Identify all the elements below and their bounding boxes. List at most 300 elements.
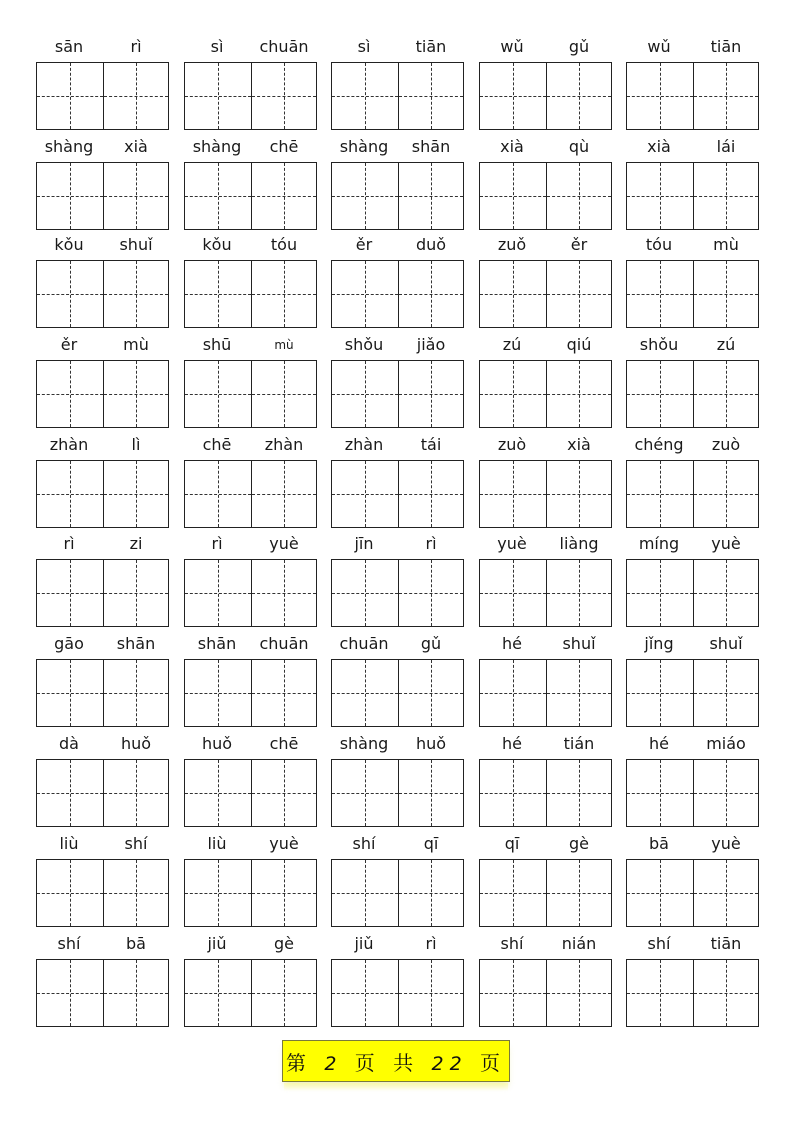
vertical-guide-line <box>70 461 71 527</box>
vertical-guide-line <box>660 461 661 527</box>
writing-cell[interactable] <box>480 760 546 826</box>
writing-cell[interactable] <box>37 261 103 327</box>
writing-cell[interactable] <box>546 163 612 229</box>
pinyin-label: shàng <box>44 137 94 156</box>
vertical-guide-line <box>431 163 432 229</box>
vertical-guide-line <box>218 560 219 626</box>
vertical-guide-line <box>284 960 285 1026</box>
writing-cell[interactable] <box>332 163 398 229</box>
tianzige-box-pair <box>36 260 169 328</box>
writing-cell[interactable] <box>480 361 546 427</box>
writing-cell[interactable] <box>627 461 693 527</box>
pinyin-label: lì <box>131 435 141 454</box>
vertical-guide-line <box>513 960 514 1026</box>
tianzige-box-pair <box>626 62 759 130</box>
pinyin-label: shū <box>202 335 232 354</box>
vertical-guide-line <box>70 760 71 826</box>
current-page-number: 2 <box>324 1052 343 1075</box>
writing-cell[interactable] <box>332 860 398 926</box>
vertical-guide-line <box>218 860 219 926</box>
word-group <box>626 833 759 923</box>
pinyin-label: chē <box>202 435 232 454</box>
word-group <box>36 833 169 923</box>
tianzige-box-pair <box>626 260 759 328</box>
vertical-guide-line <box>660 361 661 427</box>
pinyin-label: hé <box>649 734 669 753</box>
word-group <box>331 933 464 1023</box>
word-group <box>36 533 169 623</box>
word-group <box>626 933 759 1023</box>
writing-cell[interactable] <box>480 660 546 726</box>
vertical-guide-line <box>136 163 137 229</box>
pinyin-pair <box>184 833 317 855</box>
tianzige-box-pair <box>184 559 317 627</box>
pinyin-pair <box>184 533 317 555</box>
word-group <box>479 833 612 923</box>
pinyin-label: chuān <box>339 634 389 653</box>
vertical-guide-line <box>660 660 661 726</box>
word-group <box>36 36 169 126</box>
worksheet-row <box>0 833 793 933</box>
writing-cell[interactable] <box>251 361 317 427</box>
worksheet-row <box>0 434 793 534</box>
tianzige-box-pair <box>626 360 759 428</box>
pinyin-label: liù <box>207 834 227 853</box>
pinyin-pair <box>479 36 612 58</box>
vertical-guide-line <box>579 760 580 826</box>
vertical-guide-line <box>136 63 137 129</box>
word-group <box>331 833 464 923</box>
pinyin-pair <box>184 733 317 755</box>
writing-cell[interactable] <box>332 361 398 427</box>
writing-cell[interactable] <box>251 560 317 626</box>
writing-cell[interactable] <box>398 760 464 826</box>
pinyin-label: chē <box>269 137 299 156</box>
tianzige-box-pair <box>184 759 317 827</box>
writing-cell[interactable] <box>332 261 398 327</box>
writing-cell[interactable] <box>693 261 759 327</box>
word-group <box>626 633 759 723</box>
writing-cell[interactable] <box>103 163 169 229</box>
writing-cell[interactable] <box>546 261 612 327</box>
pinyin-label: wǔ <box>500 37 524 56</box>
banner-reflection <box>284 1083 508 1091</box>
word-group <box>184 933 317 1023</box>
writing-cell[interactable] <box>332 560 398 626</box>
pinyin-pair <box>626 136 759 158</box>
vertical-guide-line <box>726 261 727 327</box>
word-group <box>479 533 612 623</box>
writing-cell[interactable] <box>627 361 693 427</box>
pinyin-label: shuǐ <box>119 235 153 254</box>
writing-cell[interactable] <box>332 760 398 826</box>
writing-cell[interactable] <box>37 461 103 527</box>
tianzige-box-pair <box>331 659 464 727</box>
vertical-guide-line <box>513 760 514 826</box>
vertical-guide-line <box>218 261 219 327</box>
writing-cell[interactable] <box>185 361 251 427</box>
tianzige-box-pair <box>36 460 169 528</box>
tianzige-box-pair <box>36 859 169 927</box>
tianzige-box-pair <box>626 659 759 727</box>
writing-cell[interactable] <box>398 461 464 527</box>
writing-cell[interactable] <box>627 163 693 229</box>
tianzige-box-pair <box>479 659 612 727</box>
writing-cell[interactable] <box>332 660 398 726</box>
pinyin-label: yuè <box>497 534 527 553</box>
page-word: 页 <box>354 1050 381 1075</box>
writing-cell[interactable] <box>398 261 464 327</box>
writing-cell[interactable] <box>185 660 251 726</box>
pinyin-label: jiǎo <box>416 335 446 354</box>
pinyin-label: tián <box>563 734 595 753</box>
writing-cell[interactable] <box>693 860 759 926</box>
pinyin-pair <box>36 434 169 456</box>
writing-cell[interactable] <box>185 560 251 626</box>
word-group <box>184 833 317 923</box>
pinyin-pair <box>479 434 612 456</box>
vertical-guide-line <box>431 760 432 826</box>
pinyin-label: zú <box>716 335 736 354</box>
word-group <box>184 136 317 226</box>
writing-cell[interactable] <box>627 860 693 926</box>
pinyin-pair <box>626 633 759 655</box>
writing-cell[interactable] <box>37 63 103 129</box>
pinyin-label: nián <box>561 934 597 953</box>
word-group <box>626 36 759 126</box>
vertical-guide-line <box>365 560 366 626</box>
vertical-guide-line <box>726 760 727 826</box>
writing-cell[interactable] <box>546 760 612 826</box>
tianzige-box-pair <box>331 460 464 528</box>
tianzige-box-pair <box>184 162 317 230</box>
writing-cell[interactable] <box>103 461 169 527</box>
writing-cell[interactable] <box>185 860 251 926</box>
word-group <box>479 733 612 823</box>
pinyin-label: huǒ <box>120 734 152 753</box>
writing-cell[interactable] <box>546 660 612 726</box>
tianzige-box-pair <box>36 659 169 727</box>
pinyin-pair <box>479 933 612 955</box>
pinyin-pair <box>626 833 759 855</box>
vertical-guide-line <box>136 860 137 926</box>
writing-cell[interactable] <box>480 860 546 926</box>
vertical-guide-line <box>431 461 432 527</box>
writing-cell[interactable] <box>185 461 251 527</box>
pinyin-label: yuè <box>711 834 741 853</box>
pinyin-label: qī <box>423 834 439 853</box>
tianzige-box-pair <box>36 360 169 428</box>
vertical-guide-line <box>136 960 137 1026</box>
pinyin-label: rì <box>130 37 142 56</box>
writing-cell[interactable] <box>480 461 546 527</box>
writing-cell[interactable] <box>103 261 169 327</box>
pinyin-pair <box>36 733 169 755</box>
writing-cell[interactable] <box>398 560 464 626</box>
vertical-guide-line <box>513 361 514 427</box>
pinyin-label: qù <box>568 137 590 156</box>
writing-cell[interactable] <box>627 560 693 626</box>
pinyin-label: mù <box>713 235 739 254</box>
pinyin-label: wǔ <box>647 37 671 56</box>
pinyin-label: zuò <box>497 435 527 454</box>
writing-cell[interactable] <box>185 261 251 327</box>
vertical-guide-line <box>136 361 137 427</box>
writing-cell[interactable] <box>37 660 103 726</box>
pinyin-pair <box>36 933 169 955</box>
writing-cell[interactable] <box>185 760 251 826</box>
pinyin-label: zhàn <box>264 435 304 454</box>
writing-cell[interactable] <box>251 860 317 926</box>
pinyin-label: chéng <box>634 435 684 454</box>
writing-cell[interactable] <box>480 261 546 327</box>
pinyin-pair <box>331 833 464 855</box>
pinyin-label: zú <box>502 335 522 354</box>
writing-cell[interactable] <box>103 560 169 626</box>
vertical-guide-line <box>218 361 219 427</box>
pinyin-pair <box>626 434 759 456</box>
vertical-guide-line <box>513 63 514 129</box>
writing-cell[interactable] <box>546 960 612 1026</box>
vertical-guide-line <box>365 361 366 427</box>
writing-cell[interactable] <box>103 860 169 926</box>
pinyin-label: jiǔ <box>354 934 374 953</box>
writing-cell[interactable] <box>693 163 759 229</box>
tianzige-box-pair <box>479 759 612 827</box>
writing-cell[interactable] <box>398 660 464 726</box>
tianzige-box-pair <box>36 162 169 230</box>
writing-cell[interactable] <box>37 760 103 826</box>
pinyin-pair <box>479 334 612 356</box>
writing-cell[interactable] <box>251 261 317 327</box>
pinyin-label: shàng <box>192 137 242 156</box>
writing-cell[interactable] <box>37 361 103 427</box>
pinyin-label: zuò <box>711 435 741 454</box>
writing-cell[interactable] <box>693 63 759 129</box>
vertical-guide-line <box>70 860 71 926</box>
vertical-guide-line <box>579 63 580 129</box>
vertical-guide-line <box>218 660 219 726</box>
worksheet-row <box>0 234 793 334</box>
pinyin-label: shǒu <box>344 335 384 354</box>
tianzige-box-pair <box>626 959 759 1027</box>
writing-cell[interactable] <box>251 960 317 1026</box>
writing-cell[interactable] <box>251 163 317 229</box>
writing-cell[interactable] <box>103 960 169 1026</box>
pinyin-label: gǔ <box>568 37 590 56</box>
pinyin-label: zhàn <box>344 435 384 454</box>
writing-cell[interactable] <box>251 461 317 527</box>
writing-cell[interactable] <box>546 560 612 626</box>
writing-cell[interactable] <box>480 63 546 129</box>
word-group <box>626 533 759 623</box>
pinyin-label: shí <box>57 934 81 953</box>
writing-cell[interactable] <box>546 63 612 129</box>
vertical-guide-line <box>70 261 71 327</box>
tianzige-box-pair <box>184 959 317 1027</box>
writing-cell[interactable] <box>332 63 398 129</box>
pinyin-label: shān <box>197 634 237 653</box>
word-group <box>184 234 317 324</box>
writing-cell[interactable] <box>398 163 464 229</box>
word-group <box>331 533 464 623</box>
writing-cell[interactable] <box>251 63 317 129</box>
vertical-guide-line <box>431 860 432 926</box>
writing-cell[interactable] <box>693 560 759 626</box>
writing-cell[interactable] <box>693 660 759 726</box>
writing-cell[interactable] <box>332 960 398 1026</box>
writing-cell[interactable] <box>693 461 759 527</box>
tianzige-box-pair <box>626 460 759 528</box>
writing-cell[interactable] <box>251 760 317 826</box>
writing-cell[interactable] <box>103 361 169 427</box>
pinyin-pair <box>331 533 464 555</box>
pinyin-label: xià <box>500 137 524 156</box>
pinyin-pair <box>626 733 759 755</box>
word-group <box>479 334 612 424</box>
pinyin-pair <box>36 633 169 655</box>
pinyin-pair <box>331 234 464 256</box>
writing-cell[interactable] <box>480 163 546 229</box>
writing-cell[interactable] <box>185 163 251 229</box>
worksheet-row <box>0 136 793 236</box>
tianzige-box-pair <box>184 659 317 727</box>
vertical-guide-line <box>726 660 727 726</box>
vertical-guide-line <box>365 760 366 826</box>
worksheet-row <box>0 533 793 633</box>
word-group <box>36 933 169 1023</box>
pinyin-pair <box>331 36 464 58</box>
tianzige-box-pair <box>331 859 464 927</box>
pinyin-label: yuè <box>269 834 299 853</box>
writing-cell[interactable] <box>103 760 169 826</box>
page-indicator-text <box>286 1047 506 1076</box>
pinyin-label: rì <box>425 534 437 553</box>
word-group <box>479 633 612 723</box>
word-group <box>479 434 612 524</box>
writing-cell[interactable] <box>37 960 103 1026</box>
vertical-guide-line <box>431 361 432 427</box>
pinyin-label: gāo <box>54 634 84 653</box>
pinyin-pair <box>36 36 169 58</box>
word-group <box>626 234 759 324</box>
writing-cell[interactable] <box>185 960 251 1026</box>
writing-cell[interactable] <box>546 361 612 427</box>
writing-cell[interactable] <box>693 361 759 427</box>
pinyin-pair <box>331 334 464 356</box>
vertical-guide-line <box>726 860 727 926</box>
pinyin-label: tóu <box>270 235 298 254</box>
vertical-guide-line <box>579 860 580 926</box>
vertical-guide-line <box>136 760 137 826</box>
writing-cell[interactable] <box>398 860 464 926</box>
writing-cell[interactable] <box>398 960 464 1026</box>
pinyin-label: ěr <box>355 235 373 254</box>
pinyin-label: shàng <box>339 734 389 753</box>
vertical-guide-line <box>579 461 580 527</box>
writing-cell[interactable] <box>546 860 612 926</box>
pinyin-pair <box>36 136 169 158</box>
vertical-guide-line <box>284 560 285 626</box>
writing-cell[interactable] <box>480 560 546 626</box>
writing-cell[interactable] <box>37 163 103 229</box>
pinyin-label: shí <box>500 934 524 953</box>
writing-cell[interactable] <box>627 261 693 327</box>
pinyin-label: shí <box>124 834 148 853</box>
tianzige-box-pair <box>36 62 169 130</box>
writing-cell[interactable] <box>398 361 464 427</box>
tianzige-box-pair <box>626 759 759 827</box>
writing-cell[interactable] <box>693 960 759 1026</box>
writing-cell[interactable] <box>398 63 464 129</box>
pinyin-label: mù <box>274 338 294 352</box>
writing-cell[interactable] <box>480 960 546 1026</box>
vertical-guide-line <box>284 660 285 726</box>
writing-cell[interactable] <box>251 660 317 726</box>
tianzige-box-pair <box>184 260 317 328</box>
vertical-guide-line <box>579 163 580 229</box>
writing-cell[interactable] <box>627 960 693 1026</box>
pinyin-label: xià <box>647 137 671 156</box>
word-group <box>184 434 317 524</box>
vertical-guide-line <box>726 361 727 427</box>
tianzige-box-pair <box>36 559 169 627</box>
pinyin-label: zhàn <box>49 435 89 454</box>
word-group <box>626 733 759 823</box>
vertical-guide-line <box>579 660 580 726</box>
pinyin-label: shān <box>411 137 451 156</box>
writing-cell[interactable] <box>546 461 612 527</box>
tianzige-box-pair <box>184 859 317 927</box>
pinyin-label: hé <box>502 734 522 753</box>
pinyin-label: tiān <box>415 37 447 56</box>
tianzige-box-pair <box>331 162 464 230</box>
vertical-guide-line <box>726 163 727 229</box>
tianzige-box-pair <box>331 62 464 130</box>
pinyin-label: tóu <box>645 235 673 254</box>
vertical-guide-line <box>218 163 219 229</box>
writing-cell[interactable] <box>103 63 169 129</box>
writing-cell[interactable] <box>627 63 693 129</box>
pinyin-label: tiān <box>710 37 742 56</box>
word-group <box>479 136 612 226</box>
writing-cell[interactable] <box>693 760 759 826</box>
page-prefix: 第 <box>285 1050 312 1075</box>
word-group <box>331 733 464 823</box>
vertical-guide-line <box>365 960 366 1026</box>
vertical-guide-line <box>726 560 727 626</box>
pinyin-pair <box>626 334 759 356</box>
writing-cell[interactable] <box>37 560 103 626</box>
pinyin-label: gǔ <box>420 634 442 653</box>
vertical-guide-line <box>136 660 137 726</box>
writing-cell[interactable] <box>627 760 693 826</box>
pinyin-pair <box>479 234 612 256</box>
writing-cell[interactable] <box>185 63 251 129</box>
vertical-guide-line <box>218 760 219 826</box>
tianzige-box-pair <box>331 559 464 627</box>
writing-cell[interactable] <box>627 660 693 726</box>
pinyin-label: chē <box>269 734 299 753</box>
pinyin-pair <box>36 833 169 855</box>
writing-cell[interactable] <box>332 461 398 527</box>
writing-cell[interactable] <box>37 860 103 926</box>
pinyin-label: huǒ <box>415 734 447 753</box>
vertical-guide-line <box>513 560 514 626</box>
word-group <box>479 234 612 324</box>
writing-cell[interactable] <box>103 660 169 726</box>
pinyin-label: jiǔ <box>207 934 227 953</box>
